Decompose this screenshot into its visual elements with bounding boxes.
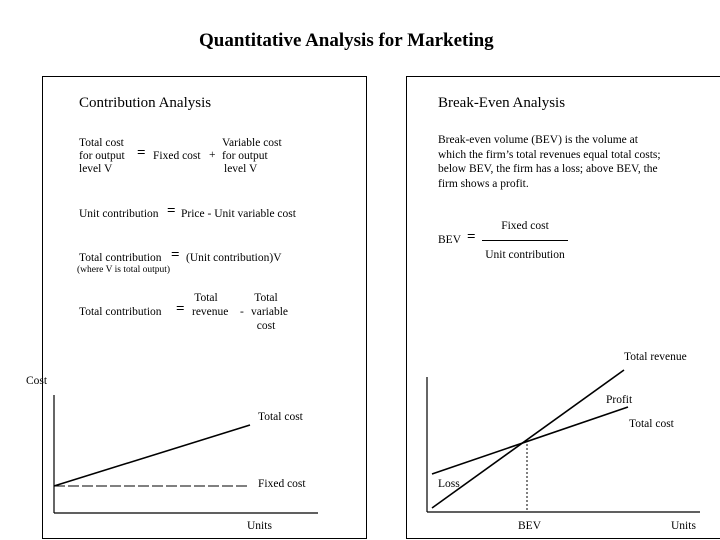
eq1-equals: =	[137, 145, 146, 161]
breakeven-heading: Break-Even Analysis	[438, 95, 566, 111]
eq2-equals: =	[167, 203, 176, 219]
eq1-fixed-cost: Fixed cost	[153, 150, 201, 162]
bev-formula-equals: =	[467, 229, 476, 245]
bev-formula-lhs: BEV	[438, 234, 461, 246]
eq4-a-line2: revenue	[192, 306, 229, 318]
eq1-rhs-line3: level V	[224, 163, 258, 175]
total-revenue-line	[432, 370, 624, 508]
eq4-lhs: Total contribution	[79, 306, 162, 318]
contribution-heading: Contribution Analysis	[79, 95, 212, 111]
eq1-lhs-line2: for output	[79, 150, 125, 162]
bev-formula-numerator: Fixed cost	[501, 220, 549, 232]
bev-axis-label: BEV	[518, 520, 541, 532]
eq2-lhs: Unit contribution	[79, 208, 159, 220]
eq4-b-line3: cost	[256, 320, 276, 332]
eq3-lhs: Total contribution	[79, 252, 162, 264]
left-fixed-cost-label: Fixed cost	[258, 478, 306, 490]
page-title: Quantitative Analysis for Marketing	[199, 30, 494, 51]
eq4-equals: =	[176, 301, 185, 317]
total-revenue-label: Total revenue	[624, 351, 687, 363]
eq3-equals: =	[171, 247, 180, 263]
eq4-minus: -	[240, 306, 244, 318]
eq3-rhs: (Unit contribution)V	[186, 252, 282, 264]
eq1-rhs-line1: Variable cost	[222, 137, 282, 149]
eq1-rhs-line2: for output	[222, 150, 268, 162]
left-chart-xlabel: Units	[247, 520, 272, 532]
eq1-lhs-line3: level V	[79, 163, 113, 175]
right-total-cost-line	[432, 407, 628, 474]
right-total-cost-label: Total cost	[629, 418, 674, 430]
left-chart-ylabel: Cost	[26, 375, 48, 387]
eq1-plus: +	[209, 149, 216, 161]
breakeven-paragraph: Break-even volume (BEV) is the volume at which the firm’s total revenues equal total costs; below BEV, the firm has a loss; above BEV, the firm shows a profit.	[438, 134, 661, 190]
profit-label: Profit	[606, 394, 633, 406]
eq3-note: (where V is total output)	[77, 265, 171, 275]
right-chart-xlabel: Units	[671, 520, 696, 532]
eq2-rhs: Price - Unit variable cost	[181, 208, 296, 220]
eq4-b-line1: Total	[254, 292, 278, 304]
eq4-b-line2: variable	[251, 306, 289, 318]
eq1-lhs-line1: Total cost	[79, 137, 124, 149]
eq4-a-line1: Total	[194, 292, 218, 304]
loss-label: Loss	[438, 478, 460, 490]
bev-formula-denominator: Unit contribution	[485, 249, 565, 261]
left-total-cost-label: Total cost	[258, 411, 303, 423]
